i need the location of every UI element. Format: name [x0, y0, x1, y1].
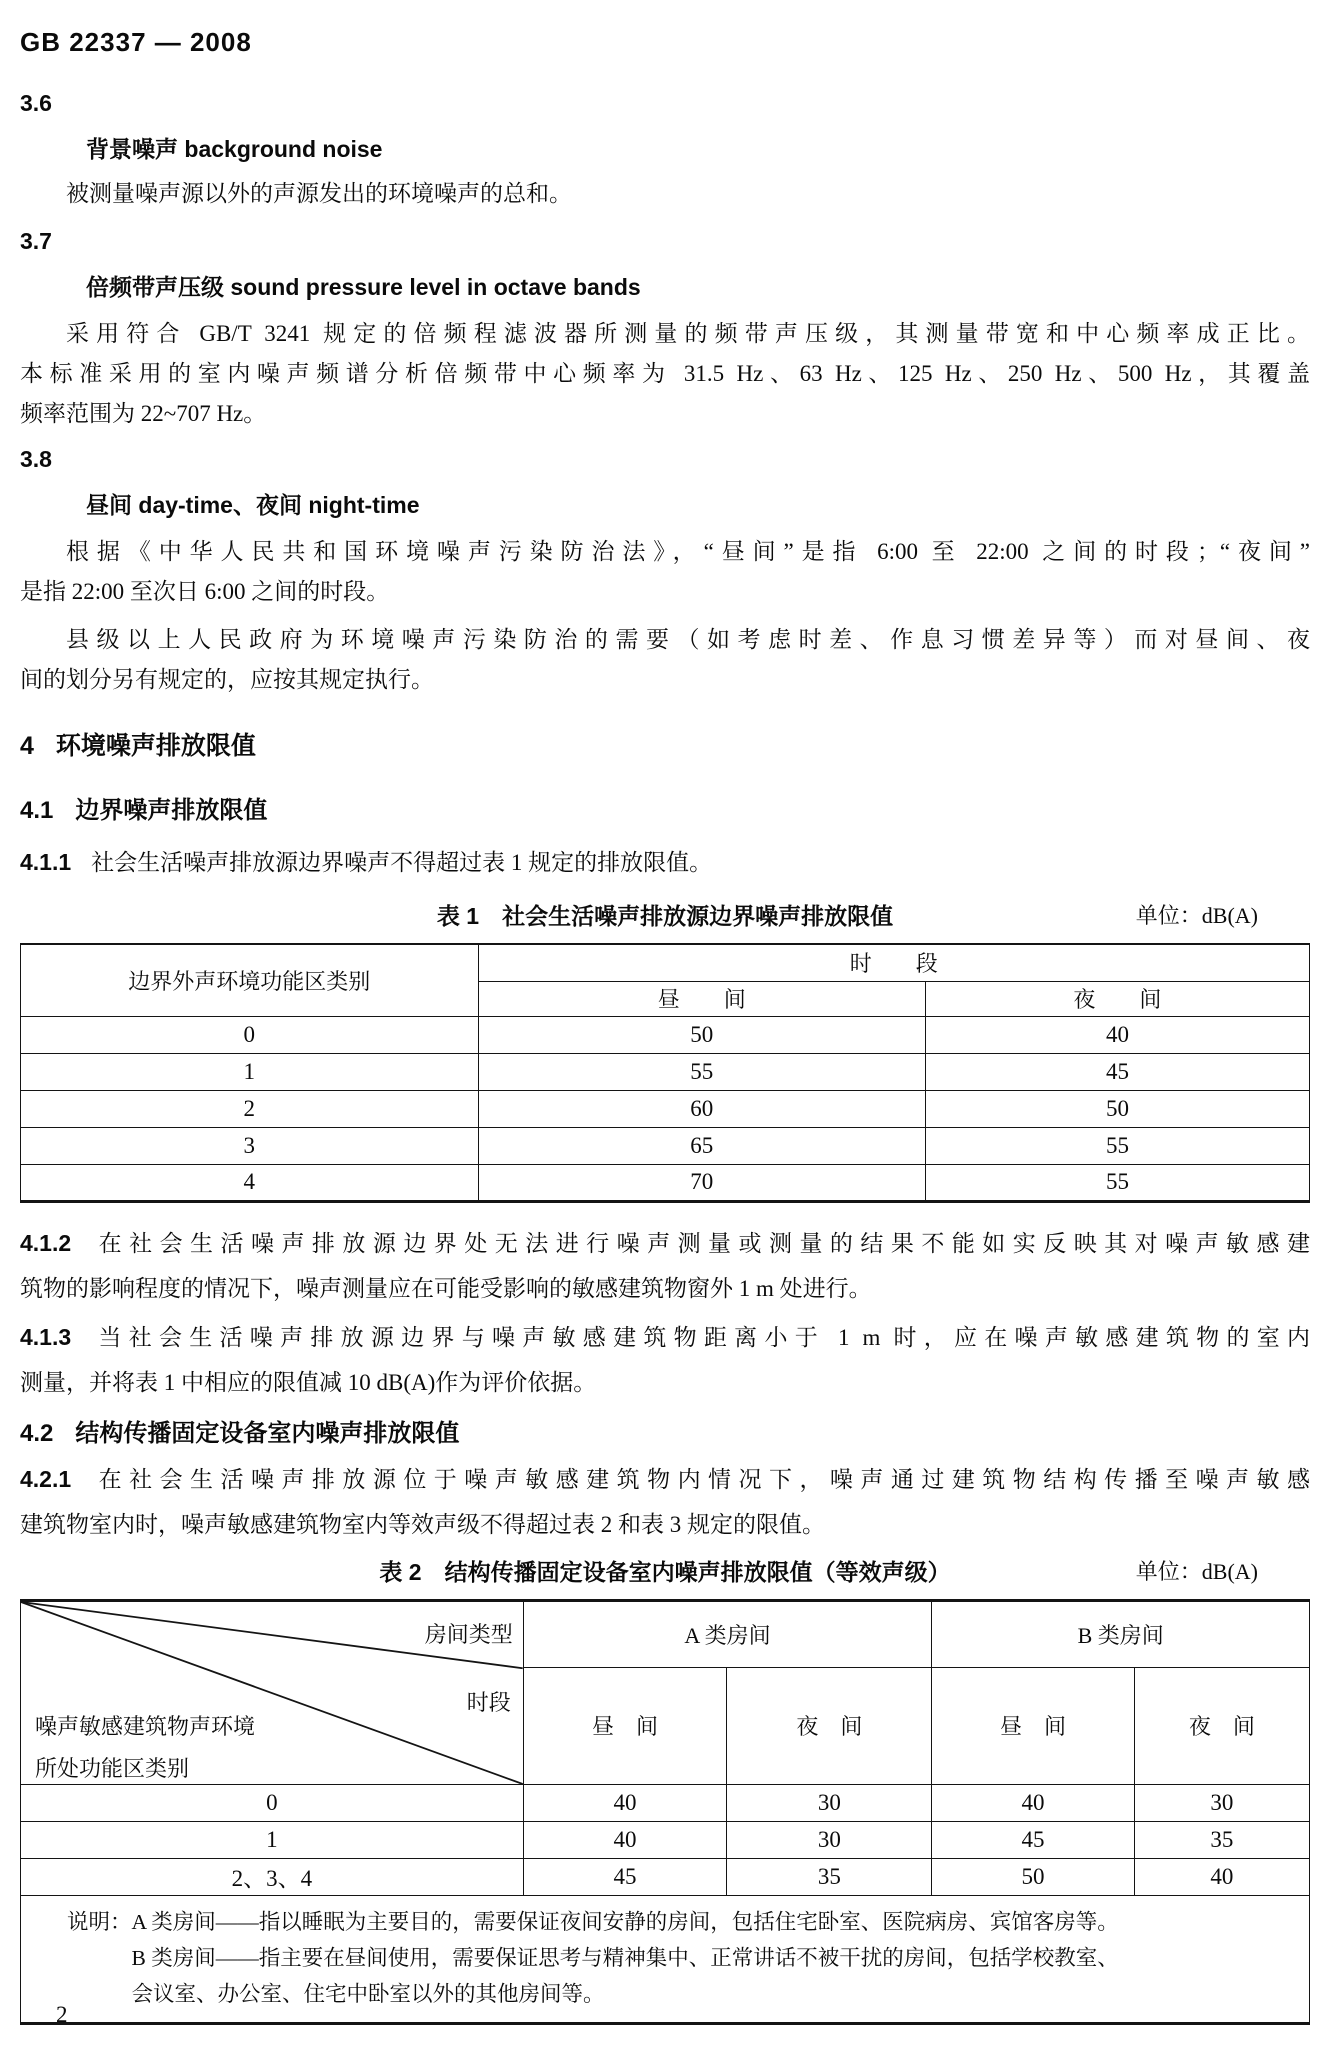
table1-day-header: 昼 间: [478, 981, 925, 1016]
cell-b-night: 30: [1134, 1784, 1309, 1821]
table-row: [21, 1164, 1310, 1201]
table2-room-a-header: A 类房间: [523, 1600, 932, 1667]
table2-diagonal-header-cell: [21, 1600, 524, 1784]
table2-period-label: 时段: [466, 1689, 511, 1715]
text-line: 频率范围为 22~707 Hz。: [20, 401, 267, 426]
term-heading-daytime-nighttime: 昼间 day-time、夜间 night-time: [86, 492, 420, 518]
table2-unit-label: 单位：dB(A): [1135, 1558, 1258, 1584]
text-line: 是指 22:00 至次日 6:00 之间的时段。: [20, 579, 390, 604]
table-row: [21, 1858, 1310, 1895]
table-row: [21, 1090, 1310, 1127]
table1-category-header: 边界外声环境功能区类别: [21, 944, 479, 1016]
table2-structure-borne-noise-limits: [20, 1599, 1310, 2025]
cell-day-value: 65: [478, 1127, 925, 1164]
clause-4-1-2-number: 4.1.2: [20, 1229, 72, 1256]
table-row: [21, 1016, 1310, 1053]
table-row: [21, 1821, 1310, 1858]
table1-caption: [20, 899, 1310, 937]
table2-a-day-header: 昼 间: [523, 1667, 727, 1784]
section-number-3-6: 3.6: [20, 90, 52, 116]
clause-4-2-1-text: 在社会生活噪声排放源位于噪声敏感建筑物内情况下，噪声通过建筑物结构传播至噪声敏感: [91, 1466, 1310, 1492]
clause-4-1-3: [20, 1315, 1310, 1405]
text-line: 采用符合 GB/T 3241 规定的倍频程滤波器所测量的频带声压级，其测量带宽和中心频率成正比。: [66, 321, 1310, 346]
paragraph-3-8-2: [20, 620, 1310, 700]
text-line: [20, 1315, 1310, 1360]
cell-category: 0: [21, 1016, 479, 1053]
clause-4-1-1: [20, 840, 1310, 885]
text-line: 被测量噪声源以外的声源发出的环境噪声的总和。: [66, 181, 572, 206]
cell-category: 2、3、4: [21, 1858, 524, 1895]
heading-4-1-number: 4.1: [20, 797, 54, 824]
table2-caption-text: 表 2 结构传播固定设备室内噪声排放限值（等效声级）: [379, 1558, 951, 1585]
table1-caption-text: 表 1 社会生活噪声排放源边界噪声排放限值: [436, 903, 894, 929]
text-line: 测量，并将表 1 中相应的限值减 10 dB(A)作为评价依据。: [20, 1369, 597, 1395]
table2-b-night-header: 夜 间: [1134, 1667, 1309, 1784]
cell-a-night: 30: [727, 1821, 932, 1858]
text-line: 县级以上人民政府为环境噪声污染防治的需要（如考虑时差、作息习惯差异等）而对昼间、夜: [66, 627, 1310, 652]
note-item-a: A 类房间——指以睡眠为主要目的，需要保证夜间安静的房间，包括住宅卧室、医院病房、宾馆客房等。: [131, 1909, 1119, 1934]
cell-night-value: 45: [925, 1053, 1309, 1090]
text-line: 所处功能区类别: [35, 1755, 190, 1781]
table1-night-header: 夜 间: [925, 981, 1309, 1016]
cell-b-day: 40: [932, 1784, 1134, 1821]
cell-night-value: 55: [925, 1127, 1309, 1164]
paragraph-3-8-1: [20, 532, 1310, 612]
paragraph-3-7: [20, 314, 1310, 434]
page-number: 2: [56, 2002, 68, 2027]
cell-night-value: 55: [925, 1164, 1309, 1201]
term-heading-background-noise: 背景噪声 background noise: [86, 136, 383, 162]
cell-a-day: 40: [523, 1821, 727, 1858]
clause-4-1-2-text: 在社会生活噪声排放源边界处无法进行噪声测量或测量的结果不能如实反映其对噪声敏感建: [91, 1230, 1310, 1256]
clause-4-2-1: [20, 1457, 1310, 1547]
clause-4-1-1-number: 4.1.1: [20, 849, 72, 875]
text-line: 根据《中华人民共和国环境噪声污染防治法》，“昼间”是指 6:00 至 22:00 之间的时段；“夜间”: [66, 539, 1310, 564]
heading-4-number: 4: [20, 732, 34, 760]
cell-b-night: 35: [1134, 1821, 1309, 1858]
text-line: 筑物的影响程度的情况下，噪声测量应在可能受影响的敏感建筑物窗外 1 m 处进行。: [20, 1275, 872, 1301]
clause-4-2-1-number: 4.2.1: [20, 1465, 72, 1492]
text-line: [20, 1457, 1310, 1502]
cell-day-value: 70: [478, 1164, 925, 1201]
term-heading-octave-bands: 倍频带声压级 sound pressure level in octave bands: [86, 274, 641, 300]
section-number-3-8: 3.8: [20, 446, 52, 472]
text-line: [20, 1221, 1310, 1266]
cell-category: 2: [21, 1090, 479, 1127]
table2-note-cell: [21, 1895, 1310, 2023]
table2-room-b-header: B 类房间: [932, 1600, 1310, 1667]
cell-category: 1: [21, 1821, 524, 1858]
table2-note: [67, 1904, 1295, 2012]
cell-a-day: 40: [523, 1784, 727, 1821]
table2-a-night-header: 夜 间: [727, 1667, 932, 1784]
text-line: 间的划分另有规定的，应按其规定执行。: [20, 667, 434, 692]
note-item-b: [132, 1940, 1295, 2012]
text-line: 本标准采用的室内噪声频谱分析倍频带中心频率为 31.5 Hz、63 Hz、125 Hz、250 Hz、500 Hz，其覆盖: [20, 361, 1310, 386]
heading-4-1: [20, 794, 1310, 828]
doc-code: GB 22337 — 2008: [20, 27, 252, 57]
table-row: [21, 1127, 1310, 1164]
table2-function-zone-label: [35, 1706, 255, 1790]
heading-4-2-number: 4.2: [20, 1419, 54, 1447]
clause-4-1-3-number: 4.1.3: [20, 1323, 72, 1350]
heading-4-title: 环境噪声排放限值: [55, 732, 256, 760]
heading-4-1-title: 边界噪声排放限值: [75, 797, 268, 824]
table1-period-header: 时 段: [478, 944, 1309, 981]
text-line: 会议室、办公室、住宅中卧室以外的其他房间等。: [131, 1981, 605, 2006]
clause-4-1-1-text: 社会生活噪声排放源边界噪声不得超过表 1 规定的排放限值。: [91, 850, 713, 875]
cell-night-value: 40: [925, 1016, 1309, 1053]
text-line: [20, 840, 1310, 885]
note-items: [132, 1904, 1295, 2012]
cell-b-day: 50: [932, 1858, 1134, 1895]
cell-b-night: 40: [1134, 1858, 1309, 1895]
table-row: [21, 1784, 1310, 1821]
cell-a-night: 30: [727, 1784, 932, 1821]
table2-b-day-header: 昼 间: [932, 1667, 1134, 1784]
text-line: 噪声敏感建筑物声环境: [35, 1713, 256, 1739]
section-number-3-7: 3.7: [20, 228, 52, 254]
cell-a-night: 35: [727, 1858, 932, 1895]
cell-category: 4: [21, 1164, 479, 1201]
cell-b-day: 45: [932, 1821, 1134, 1858]
table-row: [21, 1053, 1310, 1090]
table2-room-type-label: 房间类型: [424, 1621, 513, 1647]
cell-day-value: 55: [478, 1053, 925, 1090]
heading-4: [20, 728, 1310, 764]
cell-day-value: 60: [478, 1090, 925, 1127]
text-line: 建筑物室内时，噪声敏感建筑物室内等效声级不得超过表 2 和表 3 规定的限值。: [20, 1511, 825, 1537]
table1-unit-label: 单位：dB(A): [1135, 903, 1258, 928]
heading-4-2: [20, 1417, 1310, 1451]
cell-category: 1: [21, 1053, 479, 1090]
table2-caption: [20, 1555, 1310, 1593]
paragraph-3-6: [20, 174, 1310, 214]
note-label: 说明：: [67, 1909, 132, 1934]
heading-4-2-title: 结构传播固定设备室内噪声排放限值: [75, 1419, 460, 1447]
cell-day-value: 50: [478, 1016, 925, 1053]
cell-a-day: 45: [523, 1858, 727, 1895]
cell-night-value: 50: [925, 1090, 1309, 1127]
text-line: B 类房间——指主要在昼间使用，需要保证思考与精神集中、正常讲话不被干扰的房间，包括学校教室、: [131, 1945, 1119, 1970]
cell-category: 0: [21, 1784, 524, 1821]
clause-4-1-3-text: 当社会生活噪声排放源边界与噪声敏感建筑物距离小于 1 m 时，应在噪声敏感建筑物的室内: [91, 1324, 1310, 1350]
cell-category: 3: [21, 1127, 479, 1164]
table1-boundary-noise-limits: [20, 943, 1310, 1203]
clause-4-1-2: [20, 1221, 1310, 1311]
